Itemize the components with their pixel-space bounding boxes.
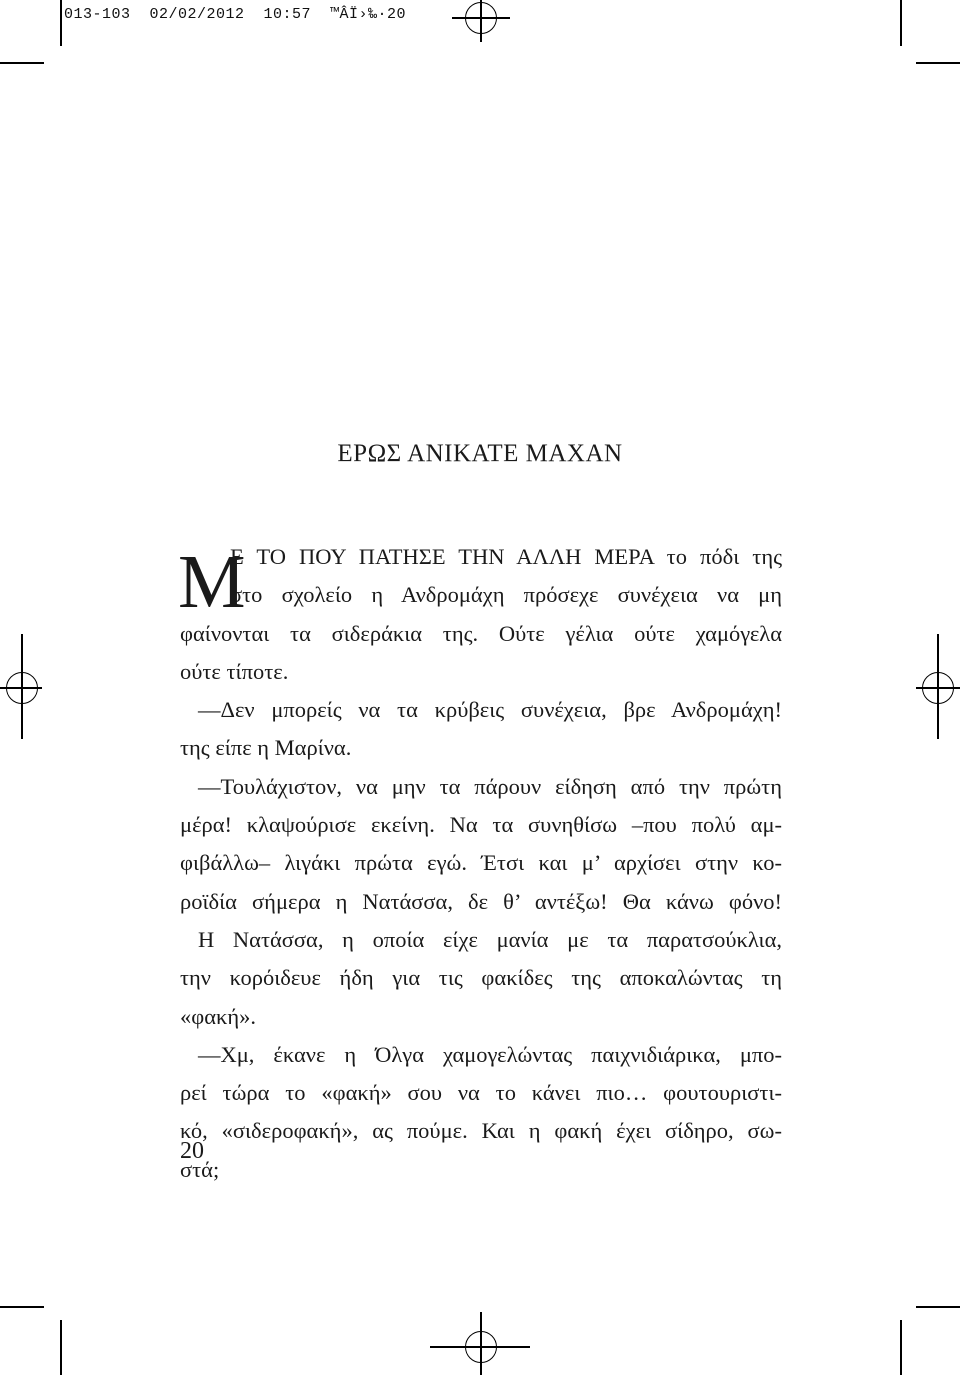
- crop-mark-bottom-right-v: [900, 1320, 902, 1375]
- text-line: της είπε η Μαρίνα.: [180, 735, 352, 761]
- crop-mark-top-left-v: [60, 0, 62, 46]
- crop-mark-top-left-h: [0, 62, 44, 64]
- crop-mark-bottom-left-h: [0, 1306, 44, 1308]
- text-line: —Χμ, έκανε η Όλγα χαμογελώντας παιχνιδιάρικα, μπο-: [198, 1041, 782, 1067]
- crop-mark-top-right-h: [916, 62, 960, 64]
- chapter-title: ΕΡΩΣ ΑΝΙΚΑΤΕ ΜΑΧΑΝ: [337, 440, 623, 467]
- text-line: Η Νατάσσα, η οποία είχε μανία με τα παρατσούκλια,: [198, 926, 782, 952]
- text-line: στο σχολείο η Ανδρομάχη πρόσεχε συνέχεια να μη: [230, 582, 782, 608]
- text-line: Ε ΤΟ ΠΟΥ ΠΑΤΗΣΕ ΤΗΝ ΑΛΛΗ ΜΕΡΑ το πόδι της: [230, 544, 782, 569]
- text-line: —Δεν μπορείς να τα κρύβεις συνέχεια, βρε Ανδρομάχη!: [198, 697, 782, 723]
- text-line: την κορόιδευε ήδη για τις φακίδες της αποκαλώντας τη: [180, 965, 782, 991]
- text-line: φαίνονται τα σιδεράκια της. Ούτε γέλια ούτε χαμόγελα: [180, 620, 782, 646]
- text-line: ούτε τίποτε.: [180, 658, 289, 684]
- drop-cap: Μ: [178, 540, 246, 624]
- text-line: ρεί τώρα το «φακή» σου να το κάνει πιο… φουτουριστι-: [180, 1080, 782, 1106]
- crop-mark-top-right-v: [900, 0, 902, 46]
- crop-mark-bottom-right-h: [916, 1306, 960, 1308]
- text-line: —Τουλάχιστον, να μην τα πάρουν είδηση από την πρώτη: [198, 773, 782, 799]
- page-number: 20: [180, 1138, 204, 1164]
- text-line: στά;: [180, 1156, 220, 1182]
- text-line: κό, «σιδεροφακή», ας πούμε. Και η φακή έχει σίδηρο, σω-: [180, 1118, 782, 1144]
- text-line: μέρα! κλαψούρισε εκείνη. Να τα συνηθίσω –που πολύ αμ-: [180, 812, 782, 838]
- printer-slug: 013-103 02/02/2012 10:57 ™ÂÏ›‰·20: [64, 6, 407, 23]
- text-line: φιβάλλω– λιγάκι πρώτα εγώ. Έτσι και μ’ αρχίσει στην κο-: [180, 850, 782, 876]
- crop-mark-bottom-left-v: [60, 1320, 62, 1375]
- text-line: «φακή».: [180, 1003, 257, 1029]
- text-line: ροϊδία σήμερα η Νατάσσα, δε θ’ αντέξω! Θα κάνω φόνο!: [180, 888, 782, 914]
- body-text: [180, 538, 782, 1189]
